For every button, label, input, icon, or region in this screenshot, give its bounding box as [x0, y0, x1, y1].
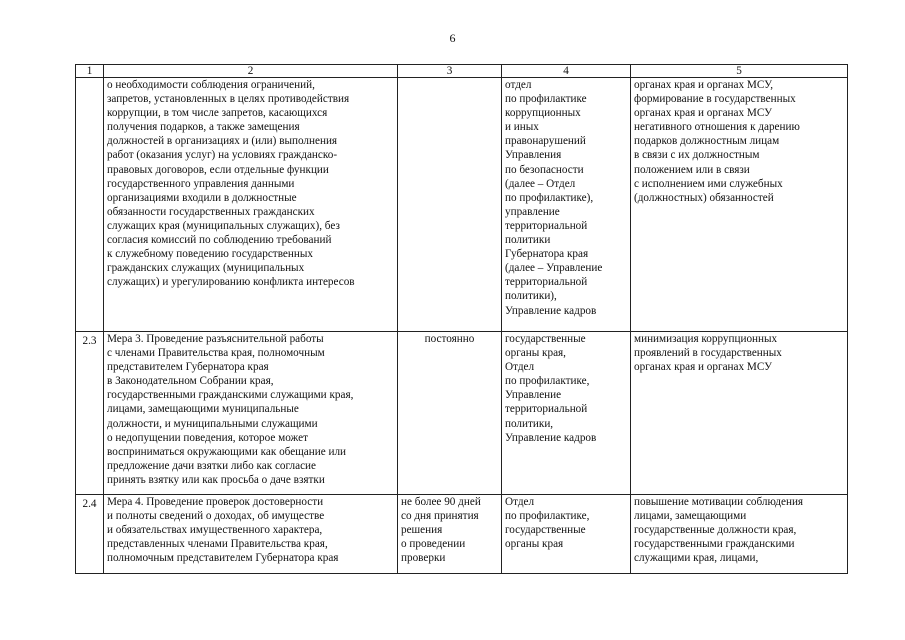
cell-text-line: органах края и органах МСУ: [634, 107, 773, 120]
cell-text-line: правонарушений: [505, 135, 586, 148]
measure-cell: [104, 78, 398, 332]
table-header-row: [76, 65, 848, 78]
cell-text-line: территориальной: [505, 403, 588, 416]
cell-text-line: полномочным представителем Губернатора края: [107, 552, 339, 565]
measures-table: [75, 64, 848, 574]
cell-text-line: Управление кадров: [505, 431, 597, 444]
cell-text-line: согласия комиссий по соблюдению требований: [107, 234, 332, 247]
cell-text-line: (далее – Отдел: [505, 177, 576, 190]
cell-text-line: предложение дачи взятки либо как согласие: [107, 459, 317, 472]
cell-text-line: Управление кадров: [505, 304, 597, 317]
row-number: 2.4: [76, 495, 104, 574]
table-row: [76, 78, 848, 332]
cell-text-line: коррупции, в том числе запретов, касающихся: [107, 107, 328, 120]
cell-text-line: Губернатора края: [505, 248, 589, 261]
row-number: 2.3: [76, 332, 104, 495]
cell-text-line: политики),: [505, 290, 557, 303]
cell-text-line: государственными гражданскими служащими края,: [107, 389, 354, 402]
term-cell: [398, 332, 502, 495]
cell-text-line: политики: [505, 234, 551, 247]
cell-text-line: Мера 4. Проведение проверок достоверности: [107, 496, 324, 508]
cell-text-line: проверки: [401, 552, 446, 565]
cell-text-line: Управления: [505, 149, 562, 162]
cell-text-line: служащих) и урегулированию конфликта интересов: [107, 276, 355, 289]
row-number: [76, 78, 104, 332]
cell-text-line: органы края,: [505, 347, 566, 360]
cell-text-line: служащих края (муниципальных служащих), без: [107, 219, 340, 232]
page-number: 6: [449, 31, 456, 45]
cell-text-line: организациями входили в должностные: [107, 191, 297, 204]
executors-cell: [502, 495, 631, 574]
cell-text-line: проявлений в государственных: [634, 347, 782, 360]
cell-text-line: (далее – Управление: [505, 262, 603, 275]
cell-text-line: положением или в связи: [634, 163, 750, 176]
cell-text-line: о недопущении поведения, которое может: [107, 431, 308, 444]
cell-text-line: гражданских служащих (муниципальных: [107, 262, 305, 275]
cell-text-line: по профилактике),: [505, 191, 594, 204]
cell-text-line: и иных: [505, 121, 539, 134]
cell-text-line: минимизация коррупционных: [634, 333, 778, 345]
cell-text-line: по безопасности: [505, 163, 584, 176]
cell-text-line: государственные: [505, 333, 586, 345]
cell-text-line: со дня принятия: [401, 510, 479, 523]
header-col-2: 2: [104, 65, 398, 78]
cell-text-line: территориальной: [505, 276, 588, 289]
cell-text-line: формирование в государственных: [634, 93, 796, 106]
cell-text-line: по профилактике,: [505, 510, 590, 523]
cell-text-line: лицами, замещающими муниципальные: [107, 403, 299, 416]
cell-text-line: Отдел: [505, 496, 535, 508]
table-row: [76, 332, 848, 495]
cell-text-line: государственного управления данными: [107, 177, 295, 190]
cell-text-line: в связи с их должностным: [634, 149, 760, 162]
result-cell: [631, 78, 848, 332]
cell-text-line: решения: [401, 524, 443, 537]
cell-text-line: постоянно: [424, 333, 475, 345]
executors-cell: [502, 78, 631, 332]
cell-text-line: Отдел: [505, 361, 535, 374]
term-cell: [398, 495, 502, 574]
cell-text-line: обязанности государственных гражданских: [107, 205, 315, 218]
cell-text-line: органах края и органах МСУ,: [634, 79, 774, 91]
cell-text-line: управление: [505, 205, 560, 218]
cell-text-line: по профилактике,: [505, 375, 590, 388]
cell-text-line: лицами, замещающими: [634, 510, 747, 523]
cell-text-line: по профилактике: [505, 93, 587, 106]
cell-text-line: должностей в организациях и (или) выполнения: [107, 135, 338, 148]
measure-cell: [104, 495, 398, 574]
cell-text-line: Управление: [505, 389, 562, 402]
cell-text-line: подарков должностным лицам: [634, 135, 780, 148]
cell-text-line: территориальной: [505, 219, 588, 232]
cell-text-line: представителем Губернатора края: [107, 361, 269, 374]
cell-text-line: не более 90 дней: [401, 496, 481, 508]
cell-text-line: государственные должности края,: [634, 524, 797, 537]
cell-text-line: получения подарков, а также замещения: [107, 121, 300, 134]
cell-text-line: Мера 3. Проведение разъяснительной работы: [107, 333, 324, 345]
cell-text-line: повышение мотивации соблюдения: [634, 496, 804, 508]
cell-text-line: и полноты сведений о доходах, об имуществе: [107, 510, 325, 523]
table-row: [76, 495, 848, 574]
cell-text-line: к служебному поведению государственных: [107, 248, 313, 261]
cell-text-line: политики,: [505, 417, 554, 430]
cell-text-line: отдел: [505, 79, 532, 91]
cell-text-line: представленных членами Правительства края,: [107, 538, 328, 551]
cell-text-line: восприниматься окружающими как обещание или: [107, 445, 347, 458]
cell-text-line: с членами Правительства края, полномочным: [107, 347, 325, 360]
term-cell: [398, 78, 502, 332]
cell-text-line: (должностных) обязанностей: [634, 191, 774, 204]
cell-text-line: государственными гражданскими: [634, 538, 795, 551]
cell-text-line: в Законодательном Собрании края,: [107, 375, 274, 388]
header-col-5: 5: [631, 65, 848, 78]
cell-text-line: негативного отношения к дарению: [634, 121, 800, 134]
cell-text-line: органах края и органах МСУ: [634, 361, 773, 374]
cell-text-line: о проведении: [401, 538, 466, 551]
measure-cell: [104, 332, 398, 495]
cell-text-line: принять взятку или как просьба о даче взятки: [107, 473, 325, 486]
header-col-1: 1: [76, 65, 104, 78]
cell-text-line: должности, и муниципальными служащими: [107, 417, 318, 430]
cell-text-line: с исполнением ими служебных: [634, 177, 783, 190]
result-cell: [631, 332, 848, 495]
cell-text-line: правовых договоров, если отдельные функции: [107, 163, 329, 176]
cell-text-line: запретов, установленных в целях противодействия: [107, 93, 350, 106]
header-col-4: 4: [502, 65, 631, 78]
cell-text-line: коррупционных: [505, 107, 581, 120]
cell-text-line: о необходимости соблюдения ограничений,: [107, 79, 315, 91]
cell-text-line: служащими края, лицами,: [634, 552, 759, 565]
cell-text-line: работ (оказания услуг) на условиях гражданско-: [107, 149, 338, 162]
cell-text-line: государственные: [505, 524, 586, 537]
cell-text-line: органы края: [505, 538, 564, 551]
executors-cell: [502, 332, 631, 495]
cell-text-line: и обязательствах имущественного характера,: [107, 524, 323, 537]
header-col-3: 3: [398, 65, 502, 78]
result-cell: [631, 495, 848, 574]
